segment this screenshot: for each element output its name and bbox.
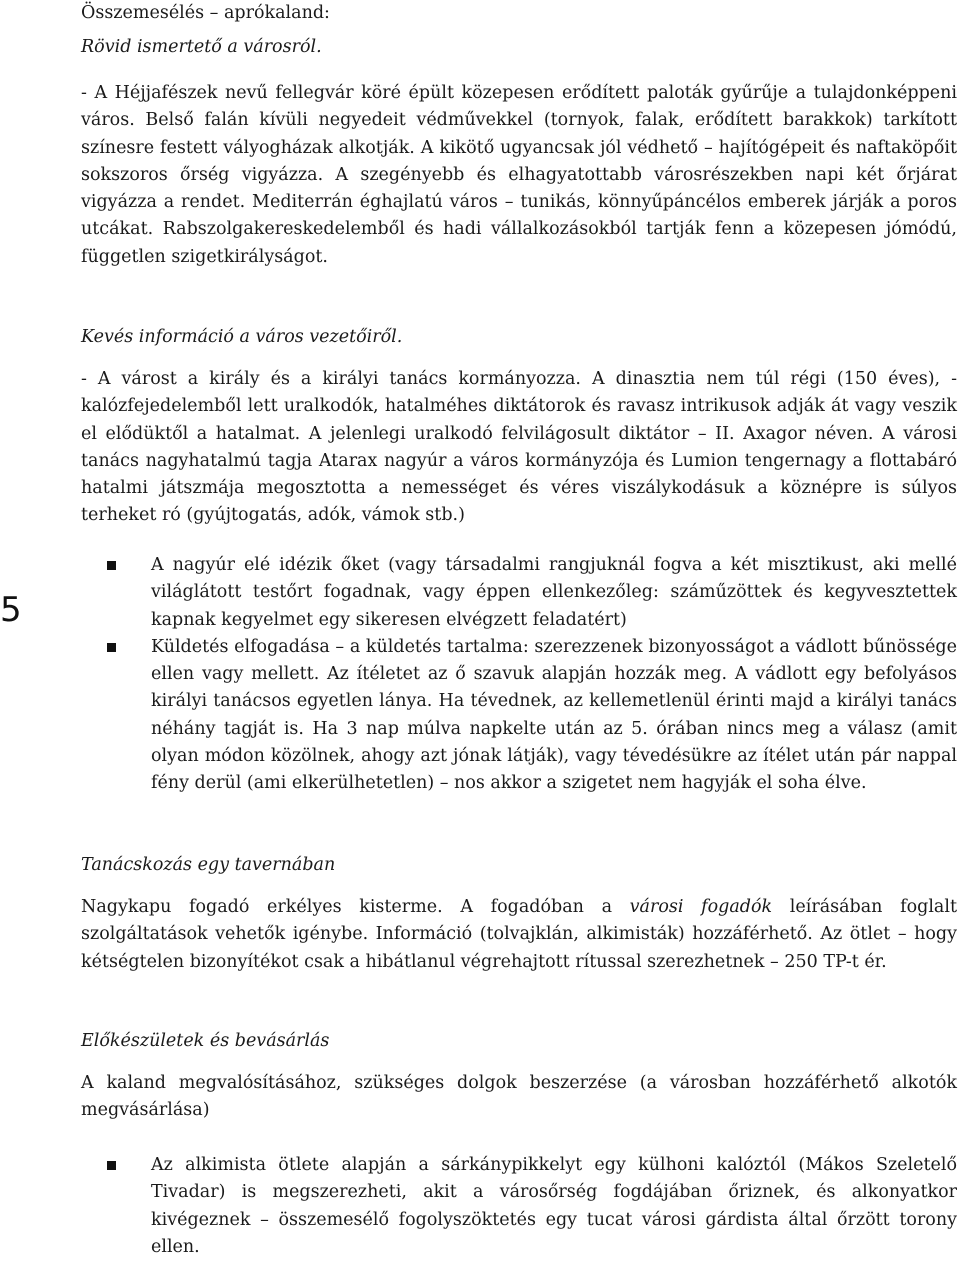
prep-heading-text: Előkészületek és bevásárlás (81, 1031, 330, 1051)
list-item-text: A nagyúr elé idézik őket (vagy társadalmi rangjuknál fogva a két misztikust, aki mellé világlátott testőrt fogadnak, vagy éppen ellenkezőleg: száműzöttek és kegyvesztettek kapnak kegyelmet egy sikeresen elvégzett feladatért) (151, 555, 957, 630)
intro-paragraph-text: - A Héjjafészek nevű fellegvár köré épült közepesen erődített paloták gyűrűje a tulajdonképpeni város. Belső falán kívüli negyedeit védművekkel (tornyok, falak, erődített barakkok) tarkított színesre festett vályogházak alkotják. A kikötő ugyancsak jól védhető – hajítógépeit és naftaköpőit sokszoros őrség vigyázza. A szegényebb és elhagyatottabb városrészekben napi két őrjárat vigyázza a rendet. Mediterrán éghajlatú város – tunikás, könnyűpáncélos emberek járják a poros utcákat. Rabszolgakereskedelemből és hadi vállalkozásokból tartják fenn a közepesen jómódú, független szigetkirályságot. (81, 83, 957, 267)
leaders-paragraph (81, 366, 957, 530)
list-item (0, 552, 957, 634)
list-item (0, 1152, 957, 1261)
document-title (81, 0, 957, 27)
bullet-list-1 (0, 552, 957, 798)
leaders-paragraph-text: - A várost a király és a királyi tanács kormányozza. A dinasztia nem túl régi (150 éves), - kalózfejedelemből lett uralkodók, hatalméhes diktátorok és ravasz intrikusok adják át vagy veszik el elődüktől a hatalmat. A jelenlegi uralkodó felvilágosult diktátor – II. Axagor néven. A városi tanács nagyhatalmú tagja Atarax nagyúr a város kormányzója és Lumion tengernagy a flottabáró hatalmi játszmája megosztotta a nemességet és véres viszálykodásuk a köznépre is súlyos terheket ró (gyújtogatás, adók, vámok stb.) (81, 369, 957, 526)
bullet-square-icon (107, 643, 116, 652)
list-item-text: Küldetés elfogadása – a küldetés tartalma: szerezzenek bizonyosságot a vádlott bűnössége ellen vagy mellett. Az ítéletet az ő szavuk alapján hozzák meg. A vádlott egy befolyásos királyi tanácsos egyetlen lánya. Ha tévednek, az kellemetlenül érinti majd a királyi tanács néhány tagját is. Ha 3 nap múlva napkelte után az 5. órában nincs meg a válasz (amit olyan módon közölnek, ahogy azt jónak látják), vagy tévedésükre az ítélet után pár nappal fény derül (ami elkerülhetetlen) – nos akkor a szigetet nem hagyják el soha élve. (151, 636, 957, 794)
leaders-heading (81, 324, 957, 351)
list-item (0, 634, 957, 798)
prep-paragraph (81, 1070, 957, 1125)
bullet-square-icon (107, 1161, 116, 1170)
tavern-heading-text: Tanácskozás egy tavernában (81, 855, 336, 875)
list-item-text: Az alkimista ötlete alapján a sárkánypikkelyt egy külhoni kalóztól (Mákos Szeletelő Tivadar) is megszerezheti, akit a városőrség fogdájában őriznek, és alkonyatkor kivégeznek – összemesélő fogolyszöktetés egy tucat városi gárdista által őrzött torony ellen. (151, 1155, 957, 1257)
tavern-text-part: leírásában foglalt szolgáltatások vehetők igénybe. Információ (tolvajklán, alkimisták) hozzáférhető. Az ötlet – hogy kétségtelen bizonyítékot csak a hibátlanul végrehajtott rítussal szerezhetnek – 250 TP-t ér. (81, 897, 957, 972)
tavern-text-italic: városi fogadók (629, 897, 773, 917)
title-text: Összemesélés – aprókaland: (81, 3, 330, 23)
intro-paragraph (81, 80, 957, 271)
page-number: 5 (0, 590, 22, 630)
bullet-list-2 (0, 1152, 957, 1261)
tavern-paragraph (81, 894, 957, 976)
intro-heading (81, 34, 957, 61)
prep-heading (81, 1028, 957, 1055)
tavern-text-part: Nagykapu fogadó erkélyes kisterme. A fogadóban a (81, 897, 630, 917)
tavern-heading (81, 852, 957, 879)
intro-heading-text: Rövid ismertető a városról. (81, 37, 322, 57)
bullet-square-icon (107, 561, 116, 570)
prep-paragraph-text: A kaland megvalósításához, szükséges dolgok beszerzése (a városban hozzáférhető alkotók megvásárlása) (81, 1073, 957, 1121)
tavern-paragraph-text (81, 894, 957, 976)
leaders-heading-text: Kevés információ a város vezetőiről. (81, 327, 403, 347)
